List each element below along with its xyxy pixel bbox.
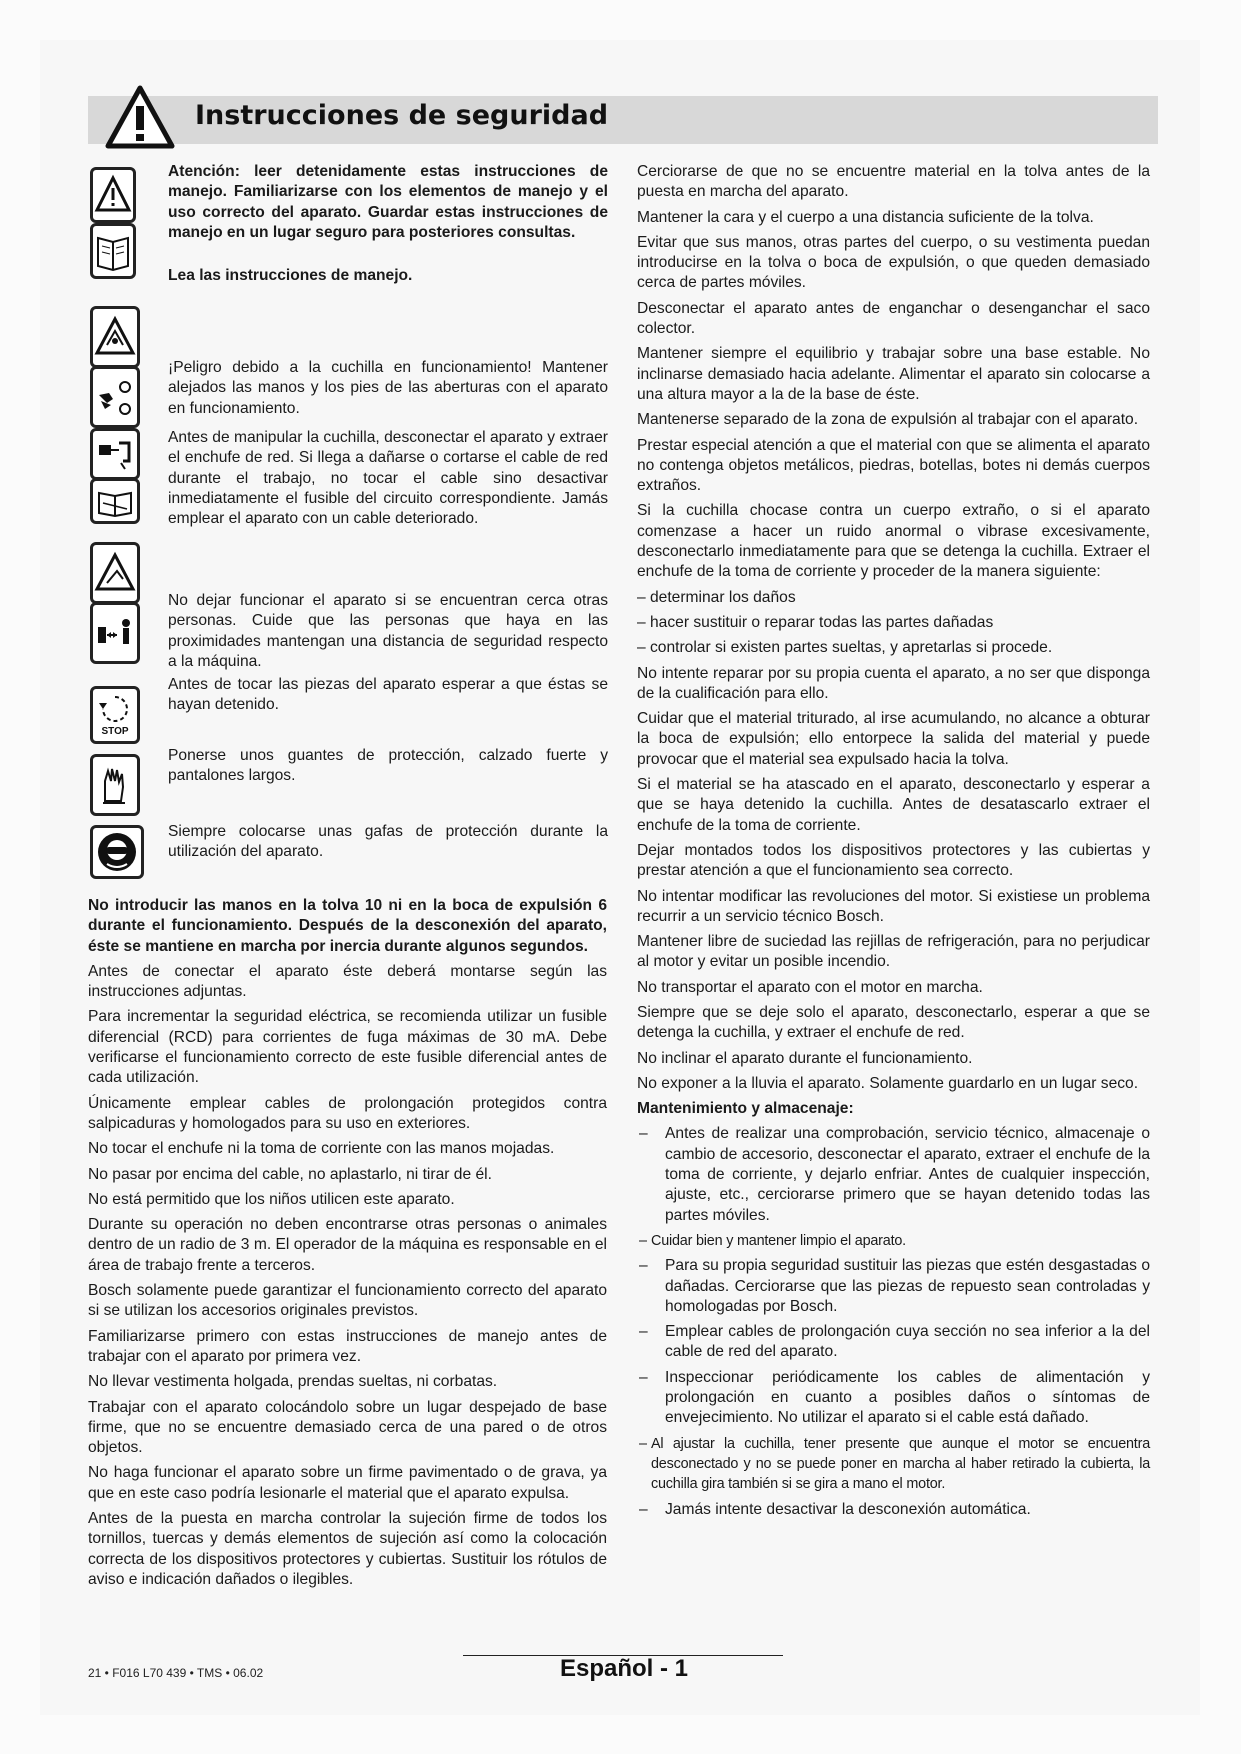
warning-triangle-icon bbox=[104, 84, 176, 150]
document-code: 21 • F016 L70 439 • TMS • 06.02 bbox=[88, 1666, 264, 1680]
gloves-text: Ponerse unos guantes de protección, calzado fuerte y pantalones largos. bbox=[168, 747, 608, 785]
unplug-text: Antes de manipular la cuchilla, desconectar el aparato y extraer el enchufe de red. Si llega a dañarse o cortarse el cable de red durante el trabajo, no tocar el cable sino desactivar inmediatamente el fusible del circuito correspondiente. Jamás emplear el aparato con un cable deteriorado. bbox=[168, 429, 608, 528]
right-paragraph: Si la cuchilla chocase contra un cuerpo extraño, o si el aparato comenzase a hacer un ruido anormal o vibrase excesivamente, desconectarlo inmediatamente para que se detenga la cuchilla. Extraer el enchufe de la toma de corriente y proceder de la manera siguiente: bbox=[637, 502, 1150, 581]
maintenance-item: – Antes de realizar una comprobación, servicio técnico, almacenaje o cambio de accesorio, desconectar el aparato, extraer el enchufe de la toma de corriente, y dejarlo enfriar. Antes de cualquier inspección, ajuste, etc., cerciorarse primero que se hayan detenido todas las partes móviles. bbox=[637, 1124, 1150, 1225]
maintenance-item: – Emplear cables de prolongación cuya sección no sea inferior a la del cable de red del aparato. bbox=[637, 1322, 1150, 1363]
ejection-hazard-icon bbox=[90, 542, 140, 604]
maintenance-item: – Inspeccionar periódicamente los cables de alimentación y prolongación en cuanto a posibles daños o síntomas de envejecimiento. No utilizar el aparato si el cable está dañado. bbox=[637, 1368, 1150, 1429]
right-paragraph: No inclinar el aparato durante el funcionamiento. bbox=[637, 1049, 973, 1067]
hand-foot-rotating-blade-icon bbox=[90, 366, 140, 428]
read-manual-text: Lea las instrucciones de manejo. bbox=[168, 267, 413, 284]
left-paragraph: Trabajar con el aparato colocándolo sobre un lugar despejado de base firme, que no se encuentre demasiado cerca de una pared o de otros objetos. bbox=[88, 1398, 607, 1457]
right-paragraph: Desconectar el aparato antes de enganchar o desenganchar el saco colector. bbox=[637, 299, 1150, 338]
persons-text: No dejar funcionar el aparato si se encuentran cerca otras personas. Cuide que las personas que haya en las proximidades mantengan una distancia de seguridad respecto a la máquina. bbox=[168, 592, 608, 670]
page-number-label: Español - 1 bbox=[560, 1655, 689, 1682]
right-paragraph: Mantener la cara y el cuerpo a una distancia suficiente de la tolva. bbox=[637, 208, 1094, 226]
right-paragraph: Cerciorarse de que no se encuentre material en la tolva antes de la puesta en marcha del aparato. bbox=[637, 163, 1150, 201]
unplug-icon bbox=[90, 428, 140, 480]
left-paragraph: No está permitido que los niños utilicen este aparato. bbox=[88, 1190, 455, 1208]
dash-item: – determinar los daños bbox=[637, 588, 796, 606]
right-paragraph: Cuidar que el material triturado, al irse acumulando, no alcance a obturar la boca de expulsión; ello entorpece la salida del material y puede provocar que el material sea expulsado hacia la tolva. bbox=[637, 710, 1150, 768]
right-paragraph: Evitar que sus manos, otras partes del cuerpo, o su vestimenta puedan introducirse en la tolva o boca de expulsión, o que queden demasiado cerca de partes móviles. bbox=[637, 233, 1150, 292]
goggles-icon bbox=[90, 825, 144, 879]
gloves-icon bbox=[90, 754, 140, 816]
blade-danger-text: ¡Peligro debido a la cuchilla en funcionamiento! Mantener alejados las manos y los pies de las aberturas con el aparato en funcionamiento. bbox=[168, 359, 608, 417]
right-paragraph: No exponer a la lluvia el aparato. Solamente guardarlo en un lugar seco. bbox=[637, 1074, 1139, 1092]
maintenance-item: – Para su propia seguridad sustituir las piezas que estén desgastadas o dañadas. Cerciorarse que las piezas de repuesto sean controladas y homologadas por Bosch. bbox=[637, 1256, 1150, 1317]
right-paragraph: Mantener libre de suciedad las rejillas de refrigeración, para no perjudicar al motor y evitar un posible incendio. bbox=[637, 933, 1150, 971]
goggles-text: Siempre colocarse unas gafas de protección durante la utilización del aparato. bbox=[168, 823, 608, 861]
left-paragraph: No llevar vestimenta holgada, prendas sueltas, ni corbatas. bbox=[88, 1373, 498, 1391]
intro-bold-text: Atención: leer detenidamente estas instrucciones de manejo. Familiarizarse con los elementos de manejo y el uso correcto del aparato. Guardar estas instrucciones de manejo en un lugar seguro para posteriores consultas. bbox=[168, 163, 608, 241]
left-paragraph: Para incrementar la seguridad eléctrica, se recomienda utilizar un fusible diferencial (RCD) para corrientes de fuga máximas de 30 mA. Debe verificarse el funcionamiento correcto de este fusible diferencial antes de cada utilización. bbox=[88, 1008, 607, 1087]
left-paragraph: Bosch solamente puede garantizar el funcionamiento correcto del aparato si se utilizan los accesorios originales previstos. bbox=[88, 1282, 607, 1320]
dash-item: – hacer sustituir o reparar todas las partes dañadas bbox=[637, 613, 994, 631]
manual-unplug-icon bbox=[90, 478, 140, 524]
warning-icon bbox=[90, 167, 136, 223]
left-paragraph: No pasar por encima del cable, no aplastarlo, ni tirar de él. bbox=[88, 1165, 492, 1183]
right-paragraph: No intente reparar por su propia cuenta el aparato, a no ser que disponga de la cualificación para ello. bbox=[637, 664, 1150, 702]
maintenance-item: – Cuidar bien y mantener limpio el aparato. bbox=[637, 1231, 1150, 1251]
wait-stop-text: Antes de tocar las piezas del aparato esperar a que éstas se hayan detenido. bbox=[168, 676, 608, 714]
left-paragraph: Antes de conectar el aparato éste deberá montarse según las instrucciones adjuntas. bbox=[88, 962, 607, 1001]
left-paragraph: Familiarizarse primero con estas instrucciones de manejo antes de trabajar con el aparato por primera vez. bbox=[88, 1327, 607, 1365]
left-paragraph: Durante su operación no deben encontrarse otras personas o animales dentro de un radio de 3 m. El operador de la máquina es responsable en el área de trabajo frente a terceros. bbox=[88, 1216, 607, 1274]
page-title: Instrucciones de seguridad bbox=[195, 100, 609, 131]
right-column bbox=[637, 162, 1150, 1525]
book-manual-icon bbox=[90, 223, 136, 279]
maintenance-list bbox=[637, 1124, 1150, 1519]
right-paragraph: No intentar modificar las revoluciones del motor. Si existiese un problema recurrir a un servicio técnico Bosch. bbox=[637, 887, 1150, 925]
keep-distance-icon bbox=[90, 602, 140, 664]
no-hands-warning: No introducir las manos en la tolva 10 ni en la boca de expulsión 6 durante el funcionamiento. Después de la desconexión del aparato, éste se mantiene en marcha por inercia durante algunos segundos. bbox=[88, 897, 607, 955]
right-paragraph: Mantenerse separado de la zona de expulsión al trabajar con el aparato. bbox=[637, 411, 1139, 429]
stop-rotation-icon bbox=[90, 686, 140, 744]
blade-hazard-icon bbox=[90, 306, 140, 368]
right-paragraph: Dejar montados todos los dispositivos protectores y las cubiertas y prestar atención a que el funcionamiento sea correcto. bbox=[637, 841, 1150, 880]
dash-item: – controlar si existen partes sueltas, y apretarlas si procede. bbox=[637, 639, 1053, 657]
left-paragraph: No haga funcionar el aparato sobre un firme pavimentado o de grava, ya que en este caso podría lesionarle el material que el aparato expulsa. bbox=[88, 1464, 607, 1502]
left-paragraph: Antes de la puesta en marcha controlar la sujeción firme de todos los tornillos, tuercas y demás elementos de sujeción así como la colocación correcta de los dispositivos protectores y cubiertas. Sustituir los rótulos de aviso e indicación dañados o ilegibles. bbox=[88, 1510, 607, 1588]
right-paragraph: Mantener siempre el equilibrio y trabajar sobre una base estable. No inclinarse demasiado hacia adelante. Alimentar el aparato sin colocarse a una altura mayor a la de la base de éste. bbox=[637, 345, 1150, 403]
right-paragraph: Prestar especial atención a que el material con que se alimenta el aparato no contenga objetos metálicos, piedras, botellas, botes ni demás cuerpos extraños. bbox=[637, 436, 1150, 495]
maintenance-heading: Mantenimiento y almacenaje: bbox=[637, 1100, 854, 1118]
stop-label: STOP bbox=[101, 726, 129, 737]
left-column bbox=[88, 896, 607, 1595]
left-paragraph: No tocar el enchufe ni la toma de corriente con las manos mojadas. bbox=[88, 1140, 555, 1158]
right-paragraph: Siempre que se deje solo el aparato, desconectarlo, esperar a que se detenga la cuchilla, y extraer el enchufe de red. bbox=[637, 1003, 1150, 1042]
right-paragraph: No transportar el aparato con el motor en marcha. bbox=[637, 978, 983, 996]
maintenance-item: – Al ajustar la cuchilla, tener presente que aunque el motor se encuentra desconectado y no se puede poner en marcha al haber retirado la cubierta, la cuchilla gira también si se gira a mano el motor. bbox=[637, 1434, 1150, 1495]
left-paragraph: Únicamente emplear cables de prolongación protegidos contra salpicaduras y homologados para su uso en exteriores. bbox=[88, 1094, 607, 1132]
maintenance-item: – Jamás intente desactivar la desconexión automática. bbox=[637, 1500, 1150, 1520]
right-paragraph: Si el material se ha atascado en el aparato, desconectarlo y esperar a que se haya detenido la cuchilla. Antes de desatascarlo extraer el enchufe de la toma de corriente. bbox=[637, 776, 1150, 834]
